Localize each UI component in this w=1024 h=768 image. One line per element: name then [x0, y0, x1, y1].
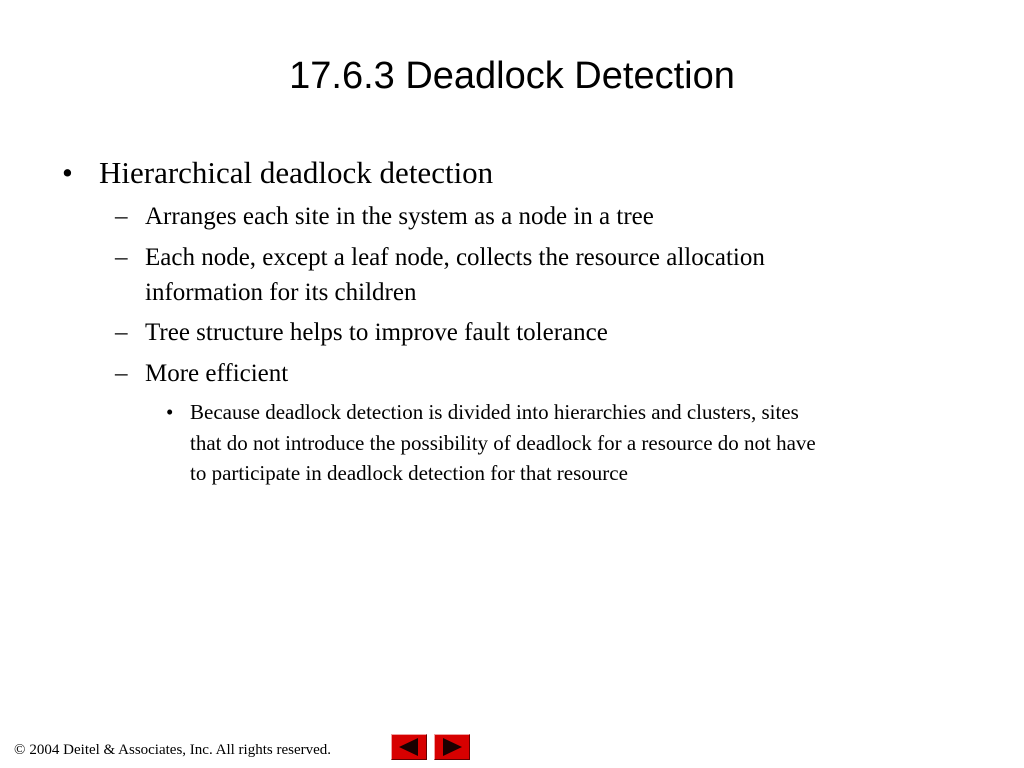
subbullet-arranges: Arranges each site in the system as a node in a tree — [145, 203, 654, 230]
copyright-symbol: © — [14, 742, 26, 758]
subsubbullet-line1: Because deadlock detection is divided into hierarchies and clusters, sites — [190, 400, 799, 424]
bullet-marker-small: • — [166, 400, 174, 424]
subbullet-each-node-line1: Each node, except a leaf node, collects the resource allocation — [145, 244, 765, 271]
right-arrow-icon — [435, 735, 469, 759]
subbullet-more-efficient: More efficient — [145, 360, 289, 387]
footer-copyright — [14, 740, 331, 760]
dash-marker: – — [115, 360, 128, 387]
next-slide-button[interactable] — [434, 734, 470, 760]
subsubbullet-line2: that do not introduce the possibility of deadlock for a resource do not have — [190, 431, 816, 455]
subbullet-each-node-line2: information for its children — [145, 279, 417, 306]
slide-title: 17.6.3 Deadlock Detection — [289, 55, 735, 97]
dash-marker: – — [115, 203, 128, 230]
bullet-marker: • — [62, 155, 73, 190]
copyright-text: 2004 Deitel & Associates, Inc. All rights reserved. — [29, 742, 332, 758]
bullet-hierarchical-detection: Hierarchical deadlock detection — [99, 155, 494, 190]
previous-slide-button[interactable] — [391, 734, 427, 760]
subbullet-tree-structure: Tree structure helps to improve fault tolerance — [145, 319, 608, 346]
left-arrow-icon — [392, 735, 426, 759]
dash-marker: – — [115, 319, 128, 346]
subsubbullet-line3: to participate in deadlock detection for that resource — [190, 461, 628, 485]
dash-marker: – — [115, 244, 128, 271]
